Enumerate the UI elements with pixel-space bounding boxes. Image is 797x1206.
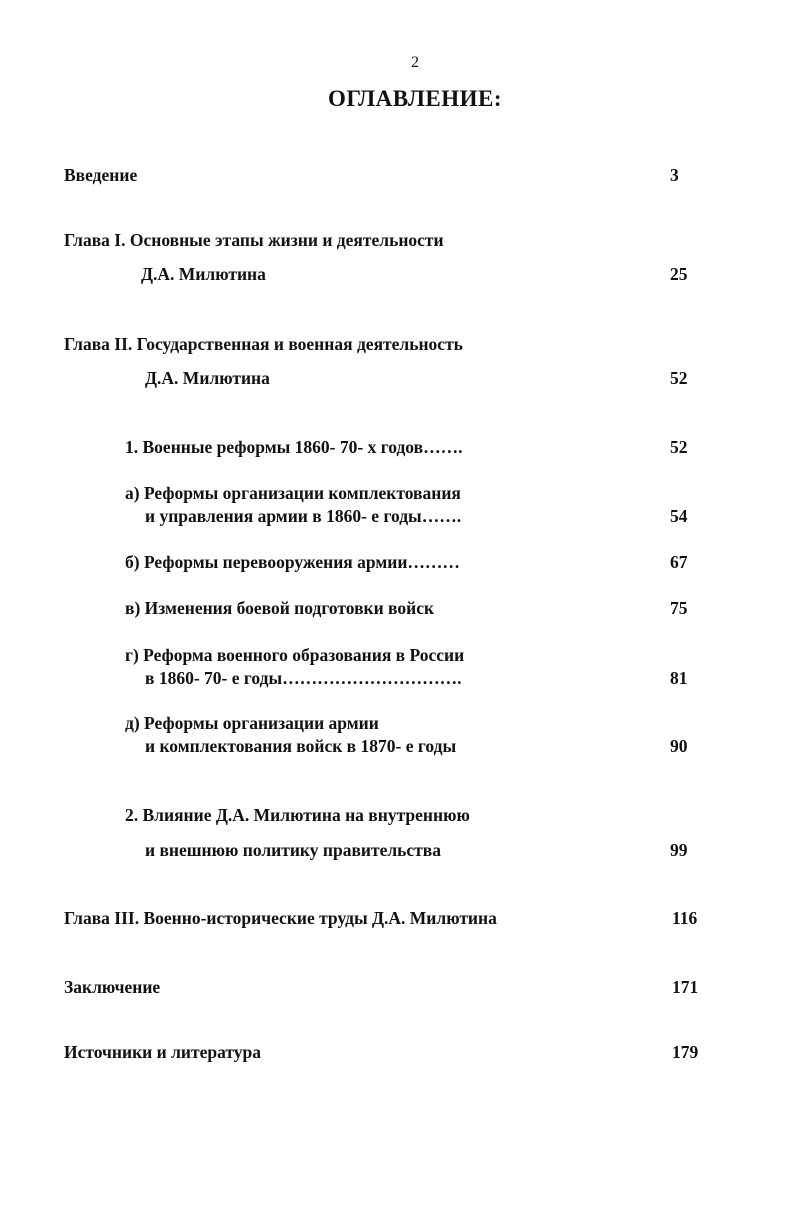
toc-entry-page: 81 [670,668,688,688]
toc-entry-line: Глава III. Военно-исторические труды Д.А. Милютина [64,908,497,928]
toc-entry-page: 99 [670,840,688,860]
page-number: 2 [411,54,419,71]
toc-entry-line: и внешнюю политику правительства [145,840,441,860]
toc-entry-line: Глава II. Государственная и военная деятельность [64,334,463,354]
toc-entry-line: г) Реформа военного образования в России [125,645,465,665]
toc-entry-line: в) Изменения боевой подготовки войск [125,598,435,618]
toc-entry-line: 2. Влияние Д.А. Милютина на внутреннюю [125,805,470,825]
toc-entry-page: 75 [670,598,688,618]
toc-entry-page: 90 [670,736,688,756]
toc-entry-line: и управления армии в 1860- е годы……. [145,506,462,526]
toc-entry-line: и комплектования войск в 1870- е годы [145,736,457,756]
page-title: ОГЛАВЛЕНИЕ: [327,86,503,111]
toc-entry-line: Источники и литература [64,1042,261,1062]
toc-entry-page: 54 [670,506,688,526]
toc-entry-page: 3 [670,165,679,185]
toc-entry-page: 116 [672,908,698,928]
toc-entry-page: 67 [670,552,688,572]
toc-entry-line: Глава I. Основные этапы жизни и деятельности [64,230,444,250]
toc-entry-line: 1. Военные реформы 1860- 70- х годов……. [125,437,463,457]
toc-entry-page: 179 [672,1042,699,1062]
toc-entry-line: в 1860- 70- е годы…………………………. [145,668,462,688]
toc-entry-page: 52 [670,368,688,388]
toc-entry-line: д) Реформы организации армии [125,713,379,733]
toc-entry-line: Заключение [64,977,161,997]
toc-entry-page: 25 [670,264,688,284]
toc-entry-line: б) Реформы перевооружения армии……… [125,552,460,572]
toc-entry-page: 52 [670,437,688,457]
toc-entry-line: Д.А. Милютина [145,368,270,388]
toc-entry-line: а) Реформы организации комплектования [125,483,461,503]
toc-entry-line: Введение [64,165,138,185]
toc-entry-line: Д.А. Милютина [141,264,266,284]
toc-entry-page: 171 [672,977,699,997]
